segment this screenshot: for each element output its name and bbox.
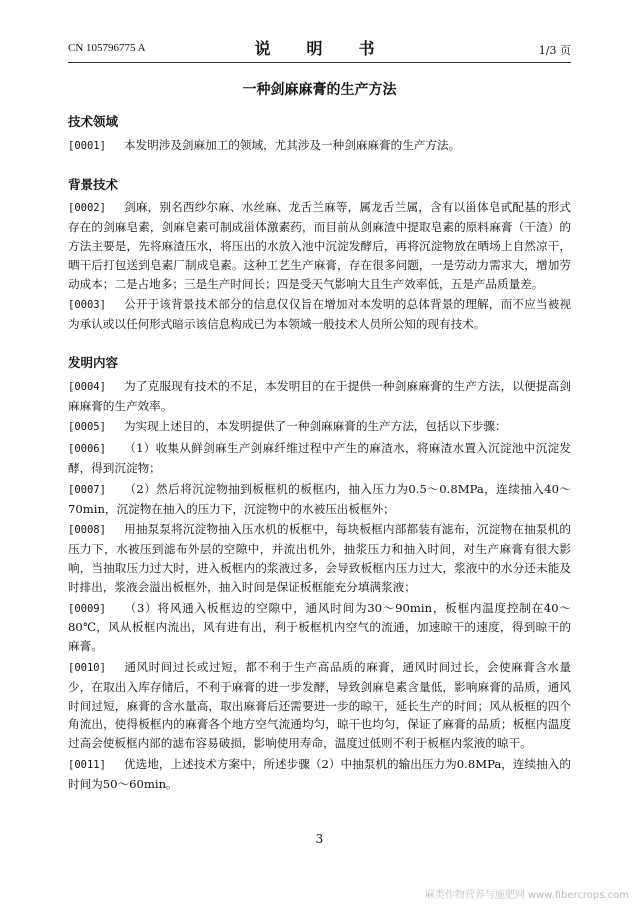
- header-rule: [68, 62, 571, 63]
- paragraph: [68, 136, 571, 156]
- section-heading: 背景技术: [68, 176, 119, 192]
- doc-title: 一种剑麻麻膏的生产方法: [242, 82, 397, 98]
- page-number: 3: [315, 832, 324, 846]
- patent-number: CN 105796775 A: [68, 42, 146, 54]
- paragraph-text: （1）收集从鲜剑麻生产剑麻纤维过程中产生的麻渣水，将麻渣水置入沉淀池中沉淀发酵，得到沉淀物；: [68, 441, 571, 475]
- paragraph-text: 用抽泵泵将沉淀物抽入压水机的板框中，每块板框内部都装有滤布，沉淀物在抽泵机的压力下，水被压到滤布外层的空隙中，并流出机外，抽浆压力和抽入时间，对生产麻膏有很大影响，当抽取压力过大时，进入板框内的浆液过多，会导致板框内压力过大，浆液中的水分还未能及时排出，浆液会溢出板框外，抽入时间是保证板框能充分填满浆液；: [68, 522, 571, 594]
- paragraph: [68, 480, 571, 519]
- paragraph: [68, 295, 571, 334]
- paragraph-number: [0008]: [68, 524, 106, 537]
- section-heading: 技术领域: [68, 114, 119, 129]
- paragraph: [68, 755, 571, 794]
- paragraph-text: 通风时间过长或过短，都不利于生产高品质的麻膏，通风时间过长，会使麻膏含水量少，在取出入库存储后，不利于麻膏的进一步发酵，导致剑麻皂素含量低，影响麻膏的品质，通风时间过短，麻膏的含水量高，取出麻膏后还需要进一步的晾干，延长生产的时间；风从板框的四个角流出，使得板框内的麻膏各个地方空气流通均匀，晾干也均匀，保证了麻膏的品质；板框内温度过高会使板框内部的滤布容易破损，影响使用寿命，温度过低则不利于板框内浆液的晾干。: [68, 659, 571, 751]
- paragraph-number: [0001]: [68, 139, 106, 152]
- paragraph-text: （3）将风通入板框边的空隙中，通风时间为30～90min，板框内温度控制在40～80℃，风从板框内流出，风有进有出，利于板框机内空气的流通，加速晾干的速度，得到晾干的麻膏。: [68, 600, 571, 654]
- paragraph: [68, 198, 571, 293]
- paragraph-number: [0006]: [68, 443, 106, 456]
- paragraph-number: [0009]: [68, 602, 106, 615]
- paragraph: [68, 599, 571, 656]
- paragraph-text: 本发明涉及剑麻加工的领域，尤其涉及一种剑麻麻膏的生产方法。: [123, 137, 461, 152]
- paragraph-number: [0002]: [68, 202, 106, 215]
- paragraph-number: [0005]: [68, 421, 106, 434]
- paragraph-number: [0010]: [68, 661, 106, 674]
- paragraph-number: [0011]: [68, 758, 106, 771]
- paragraph-number: [0004]: [68, 380, 106, 393]
- paragraph: [68, 520, 571, 596]
- page-header: [0, 36, 639, 60]
- paragraph-text: 公开于该背景技术部分的信息仅仅旨在增加对本发明的总体背景的理解，而不应当被视为承认或以任何形式暗示该信息构成已为本领域一般技术人员所公知的现有技术。: [68, 297, 571, 332]
- paragraph-number: [0007]: [68, 483, 106, 496]
- page-indicator: 1/3 页: [538, 44, 571, 57]
- paragraph: [68, 439, 571, 478]
- section-heading: 发明内容: [68, 354, 119, 370]
- document-body: [68, 113, 571, 796]
- paragraph-text: 为实现上述目的，本发明提供了一种剑麻麻膏的生产方法，包括以下步骤：: [123, 419, 507, 434]
- paragraph-text: 为了克服现有技术的不足，本发明目的在于提供一种剑麻麻膏的生产方法，以便提高剑麻麻膏的生产效率。: [68, 378, 571, 413]
- paragraph-text: 优选地，上述技术方案中，所述步骤（2）中抽泵机的输出压力为0.8MPa，连续抽入的时间为50～60min。: [68, 756, 571, 791]
- paragraph-number: [0003]: [68, 299, 106, 312]
- doc-type: 说 明 书: [254, 39, 385, 58]
- paragraph-text: （2）然后将沉淀物抽到板框机的板框内，抽入压力为0.5～0.8MPa，连续抽入40～70min，沉淀物在抽入的压力下，沉淀物中的水被压出板框外；: [68, 481, 571, 516]
- paragraph: [68, 377, 571, 416]
- paragraph-text: 剑麻，别名西纱尔麻、水丝麻、龙舌兰麻等，属龙舌兰属，含有以甾体皂甙配基的形式存在的剑麻皂素，剑麻皂素可制成甾体激素药，而目前从剑麻渣中提取皂素的原料麻膏（干渣）的方法主要是，先将麻渣压水，将压出的水放入池中沉淀发酵后，再将沉淀物放在晒场上自然凉干，晒干后打包送到皂素厂制成皂素。这种工艺生产麻膏，存在很多问题，一是劳动力需求大，增加劳动成本；二是占地多；三是生产时间长；四是受天气影响大且生产效率低，五是产品质量差。: [68, 200, 571, 291]
- paragraph: [68, 417, 571, 437]
- paragraph: [68, 658, 571, 753]
- watermark: 麻类作物营养与施肥网 www.fibercrops.com: [424, 890, 629, 901]
